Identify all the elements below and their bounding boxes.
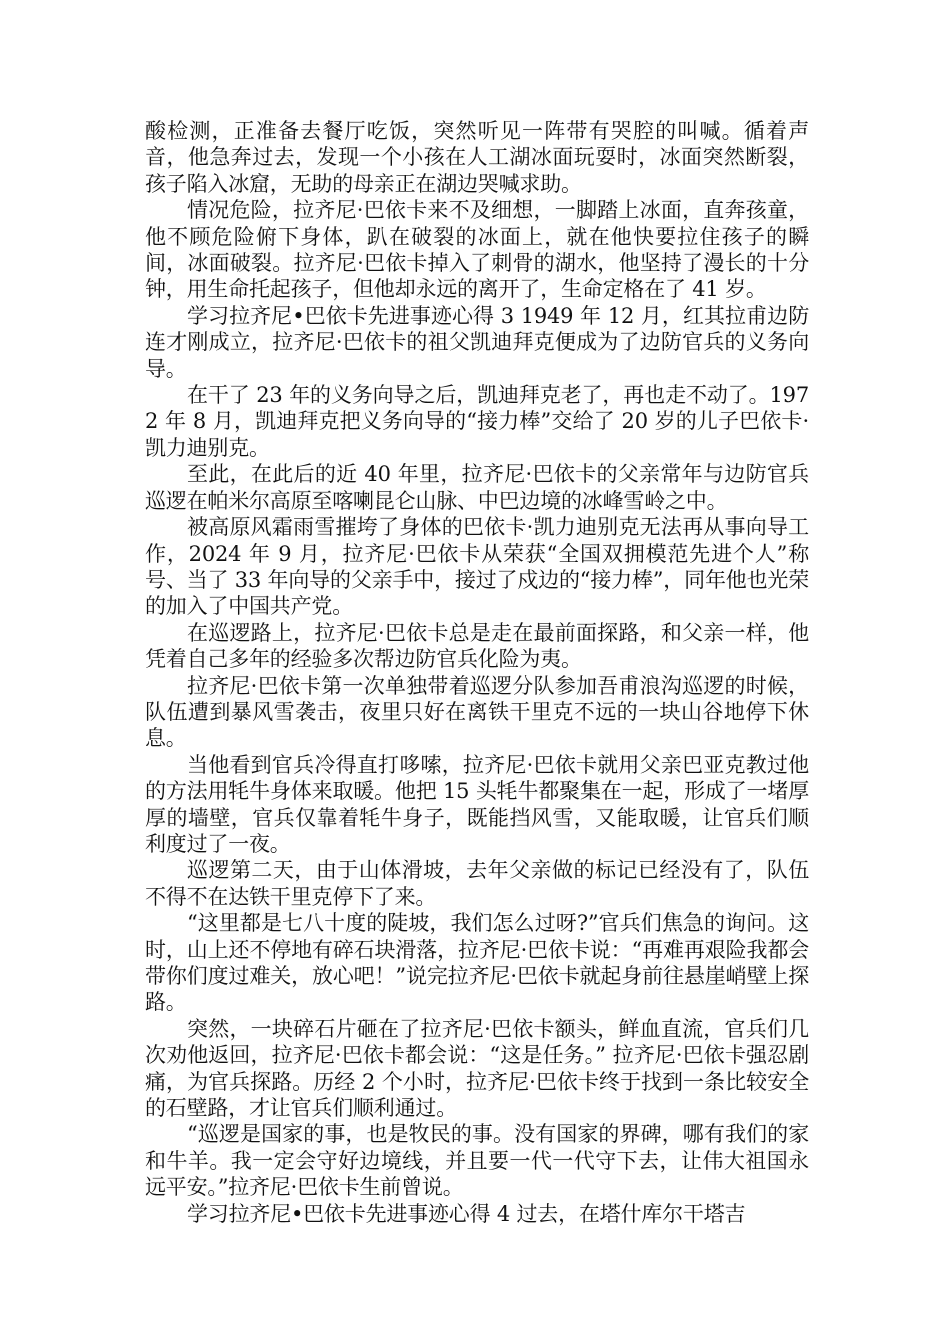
paragraph-14: 学习拉齐尼•巴依卡先进事迹心得 4 过去，在塔什库尔干塔吉	[187, 1201, 746, 1226]
paragraph-8: 拉齐尼·巴依卡第一次单独带着巡逻分队参加吾甫浪沟巡逻的时候，队伍遭到暴风雪袭击，夜里只好在离铁干里克不远的一块山谷地停下休息。	[145, 673, 809, 751]
paragraph-9: 当他看到官兵冷得直打哆嗦，拉齐尼·巴依卡就用父亲巴亚克教过他的方法用牦牛身体来取暖。他把 15 头牦牛都聚集在一起，形成了一堵厚厚的墙壁，官兵仅靠着牦牛身子，既能挡风雪，又能取暖，让官兵们顺利度过了一夜。	[145, 752, 809, 856]
paragraph-5: 至此，在此后的近 40 年里，拉齐尼·巴依卡的父亲常年与边防官兵巡逻在帕米尔高原至喀喇昆仑山脉、中巴边境的冰峰雪岭之中。	[145, 462, 809, 513]
paragraph-11: “这里都是七八十度的陡坡，我们怎么过呀?”官兵们焦急的询问。这时，山上还不停地有碎石块滑落，拉齐尼·巴依卡说：“再难再艰险我都会带你们度过难关，放心吧！”说完拉齐尼·巴依卡就起身前往悬崖峭壁上探路。	[145, 911, 809, 1015]
paragraph-1: 酸检测，正准备去餐厅吃饭，突然听见一阵带有哭腔的叫喊。循着声音，他急奔过去，发现一个小孩在人工湖冰面玩耍时，冰面突然断裂，孩子陷入冰窟，无助的母亲正在湖边哭喊求助。	[145, 119, 809, 196]
document-page	[145, 118, 809, 1227]
paragraph-4: 在干了 23 年的义务向导之后，凯迪拜克老了，再也走不动了。1972 年 8 月，凯迪拜克把义务向导的“接力棒”交给了 20 岁的儿子巴依卡·凯力迪别克。	[145, 383, 809, 460]
paragraph-10: 巡逻第二天，由于山体滑坡，去年父亲做的标记已经没有了，队伍不得不在达铁干里克停下了来。	[145, 858, 809, 909]
paragraph-2: 情况危险，拉齐尼·巴依卡来不及细想，一脚踏上冰面，直奔孩童，他不顾危险俯下身体，趴在破裂的冰面上，就在他快要拉住孩子的瞬间，冰面破裂。拉齐尼·巴依卡掉入了刺骨的湖水，他坚持了漫长的十分钟，用生命托起孩子，但他却永远的离开了，生命定格在了 41 岁。	[145, 198, 809, 302]
paragraph-13: “巡逻是国家的事，也是牧民的事。没有国家的界碑，哪有我们的家和牛羊。我一定会守好边境线，并且要一代一代守下去，让伟大祖国永远平安。”拉齐尼·巴依卡生前曾说。	[145, 1122, 809, 1200]
paragraph-7: 在巡逻路上，拉齐尼·巴依卡总是走在最前面探路，和父亲一样，他凭着自己多年的经验多次帮边防官兵化险为夷。	[145, 620, 809, 672]
paragraph-12: 突然，一块碎石片砸在了拉齐尼·巴依卡额头，鲜血直流，官兵们几次劝他返回，拉齐尼·巴依卡都会说：“这是任务。” 拉齐尼·巴依卡强忍剧痛，为官兵探路。历经 2 个小时，拉齐尼·巴依卡终于找到一条比较安全的石壁路，才让官兵们顺利通过。	[145, 1016, 809, 1121]
paragraph-3: 学习拉齐尼•巴依卡先进事迹心得 3 1949 年 12 月，红其拉甫边防连才刚成立，拉齐尼·巴依卡的祖父凯迪拜克便成为了边防官兵的义务向导。	[145, 303, 809, 381]
paragraph-6: 被高原风霜雨雪摧垮了身体的巴依卡·凯力迪别克无法再从事向导工作，2024 年 9 月，拉齐尼·巴依卡从荣获“全国双拥模范先进个人”称号、当了 33 年向导的父亲手中，接过了戍边的“接力棒”，同年他也光荣的加入了中国共产党。	[145, 515, 809, 619]
